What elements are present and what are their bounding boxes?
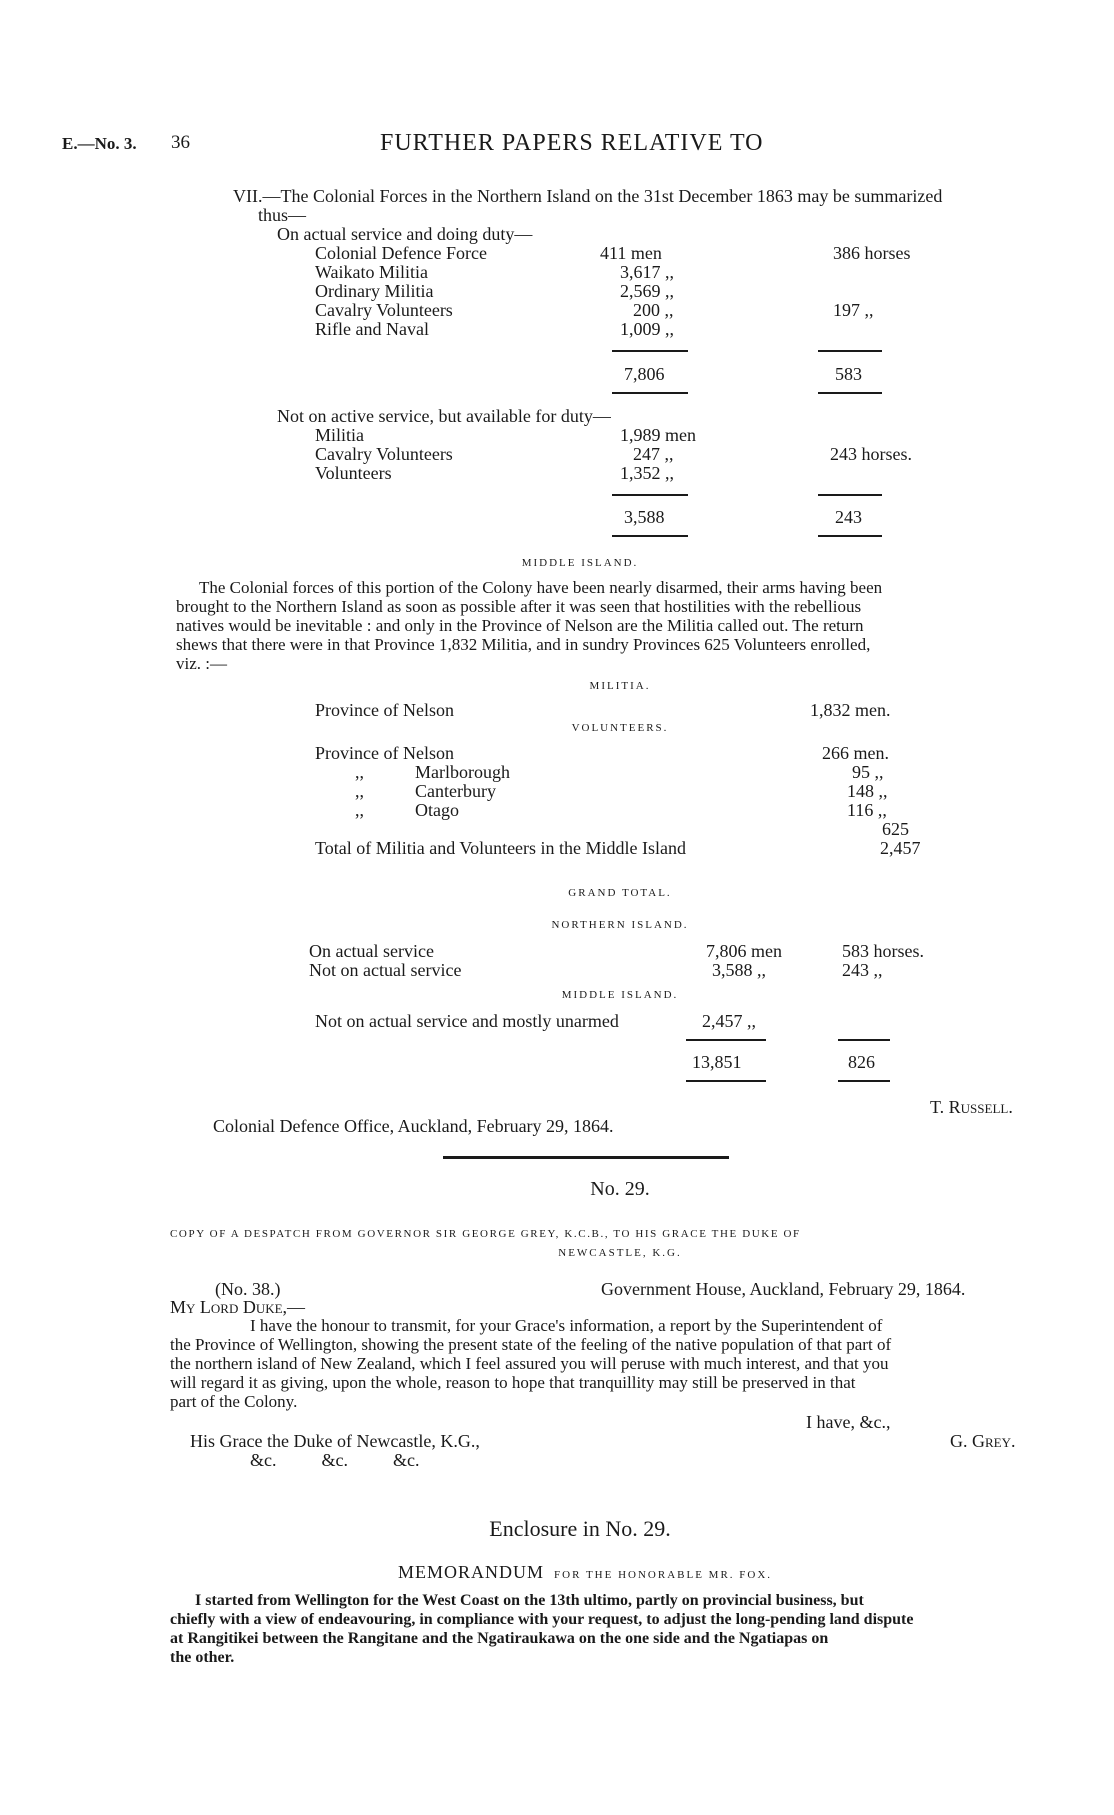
row-men: 200 ,, (633, 300, 674, 320)
row-label: Province of Nelson (315, 743, 454, 763)
row-label: Canterbury (415, 781, 496, 801)
inactive-total-horses: 243 (835, 507, 862, 527)
row-label: Marlborough (415, 762, 510, 782)
row-value: 1,832 men. (810, 700, 891, 720)
section-intro: VII.—The Colonial Forces in the Northern Island on the 31st December 1863 may be summarized (233, 186, 943, 206)
row-men: 2,457 ,, (702, 1011, 756, 1031)
row-horses: 243 ,, (842, 960, 883, 980)
active-total-men: 7,806 (624, 364, 665, 384)
place-date: Colonial Defence Office, Auckland, February 29, 1864. (213, 1116, 614, 1136)
ditto-mark: ,, (355, 762, 364, 782)
row-label: Province of Nelson (315, 700, 454, 720)
rule (686, 1039, 766, 1041)
rule (686, 1080, 766, 1082)
addressee-etc: &c. &c. &c. (250, 1450, 420, 1470)
section-divider (443, 1156, 729, 1159)
rule (612, 494, 688, 496)
paragraph-line: chiefly with a view of endeavouring, in compliance with your request, to adjust the long-pending land dispute (170, 1611, 914, 1628)
paragraph-line: I have the honour to transmit, for your Grace's information, a report by the Superintendent of (250, 1316, 883, 1335)
row-horses: 243 horses. (830, 444, 912, 464)
despatch-title: COPY OF A DESPATCH FROM GOVERNOR SIR GEORGE GREY, K.C.B., TO HIS GRACE THE DUKE OF (170, 1228, 801, 1240)
row-label: Cavalry Volunteers (315, 444, 453, 464)
paragraph-line: the Province of Wellington, showing the present state of the feeling of the native population of that part of (170, 1335, 892, 1354)
row-value: 95 ,, (852, 762, 884, 782)
paragraph-line: the northern island of New Zealand, which I feel assured you will peruse with much interest, and that you (170, 1354, 889, 1373)
paragraph-line: shews that there were in that Province 1,832 Militia, and in sundry Provinces 625 Volunteers enrolled, (176, 635, 871, 654)
row-label: Ordinary Militia (315, 281, 434, 301)
rule (818, 494, 882, 496)
paragraph-line: The Colonial forces of this portion of the Colony have been nearly disarmed, their arms having been (199, 578, 883, 597)
row-men: 3,588 ,, (712, 960, 766, 980)
row-men: 2,569 ,, (620, 281, 674, 301)
row-label: Colonial Defence Force (315, 243, 487, 263)
row-label: Rifle and Naval (315, 319, 429, 339)
despatch-number: No. 29. (590, 1178, 650, 1200)
row-label: Not on actual service and mostly unarmed (315, 1011, 619, 1031)
row-men: 1,352 ,, (620, 463, 674, 483)
militia-heading: MILITIA. (589, 680, 651, 692)
row-value: 266 men. (822, 743, 889, 763)
row-men: 247 ,, (633, 444, 674, 464)
row-label: Militia (315, 425, 364, 445)
grand-total-horses: 826 (848, 1052, 875, 1072)
row-label: Otago (415, 800, 459, 820)
signature-russell: T. Russell. (930, 1097, 1013, 1117)
row-horses: 197 ,, (833, 300, 874, 320)
signature-grey: G. Grey. (950, 1431, 1016, 1451)
row-men: 411 men (600, 243, 662, 263)
ditto-mark: ,, (355, 781, 364, 801)
active-total-horses: 583 (835, 364, 862, 384)
memorandum-subtitle: FOR THE HONORABLE MR. FOX. (554, 1569, 773, 1581)
row-label: Waikato Militia (315, 262, 429, 282)
rule (612, 392, 688, 394)
paragraph-line: at Rangitikei between the Rangitane and the Ngatiraukawa on the one side and the Ngatiapas on (170, 1630, 829, 1647)
row-horses: 386 horses (833, 243, 911, 263)
rule (818, 392, 882, 394)
row-label: On actual service (309, 941, 434, 961)
volunteer-total: 625 (882, 819, 909, 839)
paragraph-line: natives would be inevitable : and only in the Province of Nelson are the Militia called out. The return (176, 616, 864, 635)
despatch-ref: (No. 38.) (215, 1279, 281, 1299)
despatch-closing: I have, &c., (806, 1412, 891, 1432)
rule (838, 1039, 890, 1041)
rule (612, 535, 688, 537)
middle-island-total-value: 2,457 (880, 838, 921, 858)
row-label: Cavalry Volunteers (315, 300, 453, 320)
despatch-title-continued: NEWCASTLE, K.G. (558, 1247, 682, 1259)
paragraph-line: I started from Wellington for the West Coast on the 13th ultimo, partly on provincial business, but (195, 1592, 864, 1609)
rule (818, 535, 882, 537)
grand-total-men: 13,851 (692, 1052, 742, 1072)
rule (818, 350, 882, 352)
row-value: 148 ,, (847, 781, 888, 801)
rule (612, 350, 688, 352)
page-number: 36 (171, 132, 190, 153)
paragraph-line: brought to the Northern Island as soon as possible after it was seen that hostilities with the rebellious (176, 597, 862, 616)
enclosure-title: Enclosure in No. 29. (489, 1516, 671, 1541)
memorandum-heading (398, 1562, 772, 1583)
row-label: Volunteers (315, 463, 392, 483)
paragraph-line: the other. (170, 1649, 235, 1666)
section-heading-middle-island: MIDDLE ISLAND. (521, 557, 639, 569)
row-men: 1,009 ,, (620, 319, 674, 339)
section-intro-continued: thus— (258, 205, 307, 225)
grand-total-heading: GRAND TOTAL. (568, 887, 672, 899)
active-service-heading: On actual service and doing duty— (277, 224, 533, 244)
document-reference: E.—No. 3. (62, 134, 137, 153)
row-men: 7,806 men (706, 941, 782, 961)
middle-island-total-label: Total of Militia and Volunteers in the Middle Island (315, 838, 687, 858)
row-horses: 583 horses. (842, 941, 924, 961)
paragraph-line: will regard it as giving, upon the whole, reason to hope that tranquillity may still be preserved in that (170, 1373, 856, 1392)
row-men: 1,989 men (620, 425, 696, 445)
despatch-dateline: Government House, Auckland, February 29, 1864. (601, 1279, 966, 1299)
volunteers-heading: VOLUNTEERS. (571, 722, 669, 734)
ditto-mark: ,, (355, 800, 364, 820)
row-value: 116 ,, (847, 800, 887, 820)
paragraph-line: part of the Colony. (170, 1392, 298, 1411)
addressee: His Grace the Duke of Newcastle, K.G., (190, 1431, 480, 1451)
memorandum-title: MEMORANDUM (398, 1562, 545, 1582)
row-label: Not on actual service (309, 960, 462, 980)
rule (838, 1080, 890, 1082)
row-men: 3,617 ,, (620, 262, 674, 282)
salutation: My Lord Duke,— (170, 1297, 306, 1317)
paragraph-line: viz. :— (176, 654, 227, 673)
page-title: FURTHER PAPERS RELATIVE TO (380, 130, 764, 156)
middle-island-subheading: MIDDLE ISLAND. (561, 989, 679, 1001)
inactive-total-men: 3,588 (624, 507, 665, 527)
northern-island-heading: NORTHERN ISLAND. (551, 919, 689, 931)
inactive-service-heading: Not on active service, but available for duty— (277, 406, 611, 426)
